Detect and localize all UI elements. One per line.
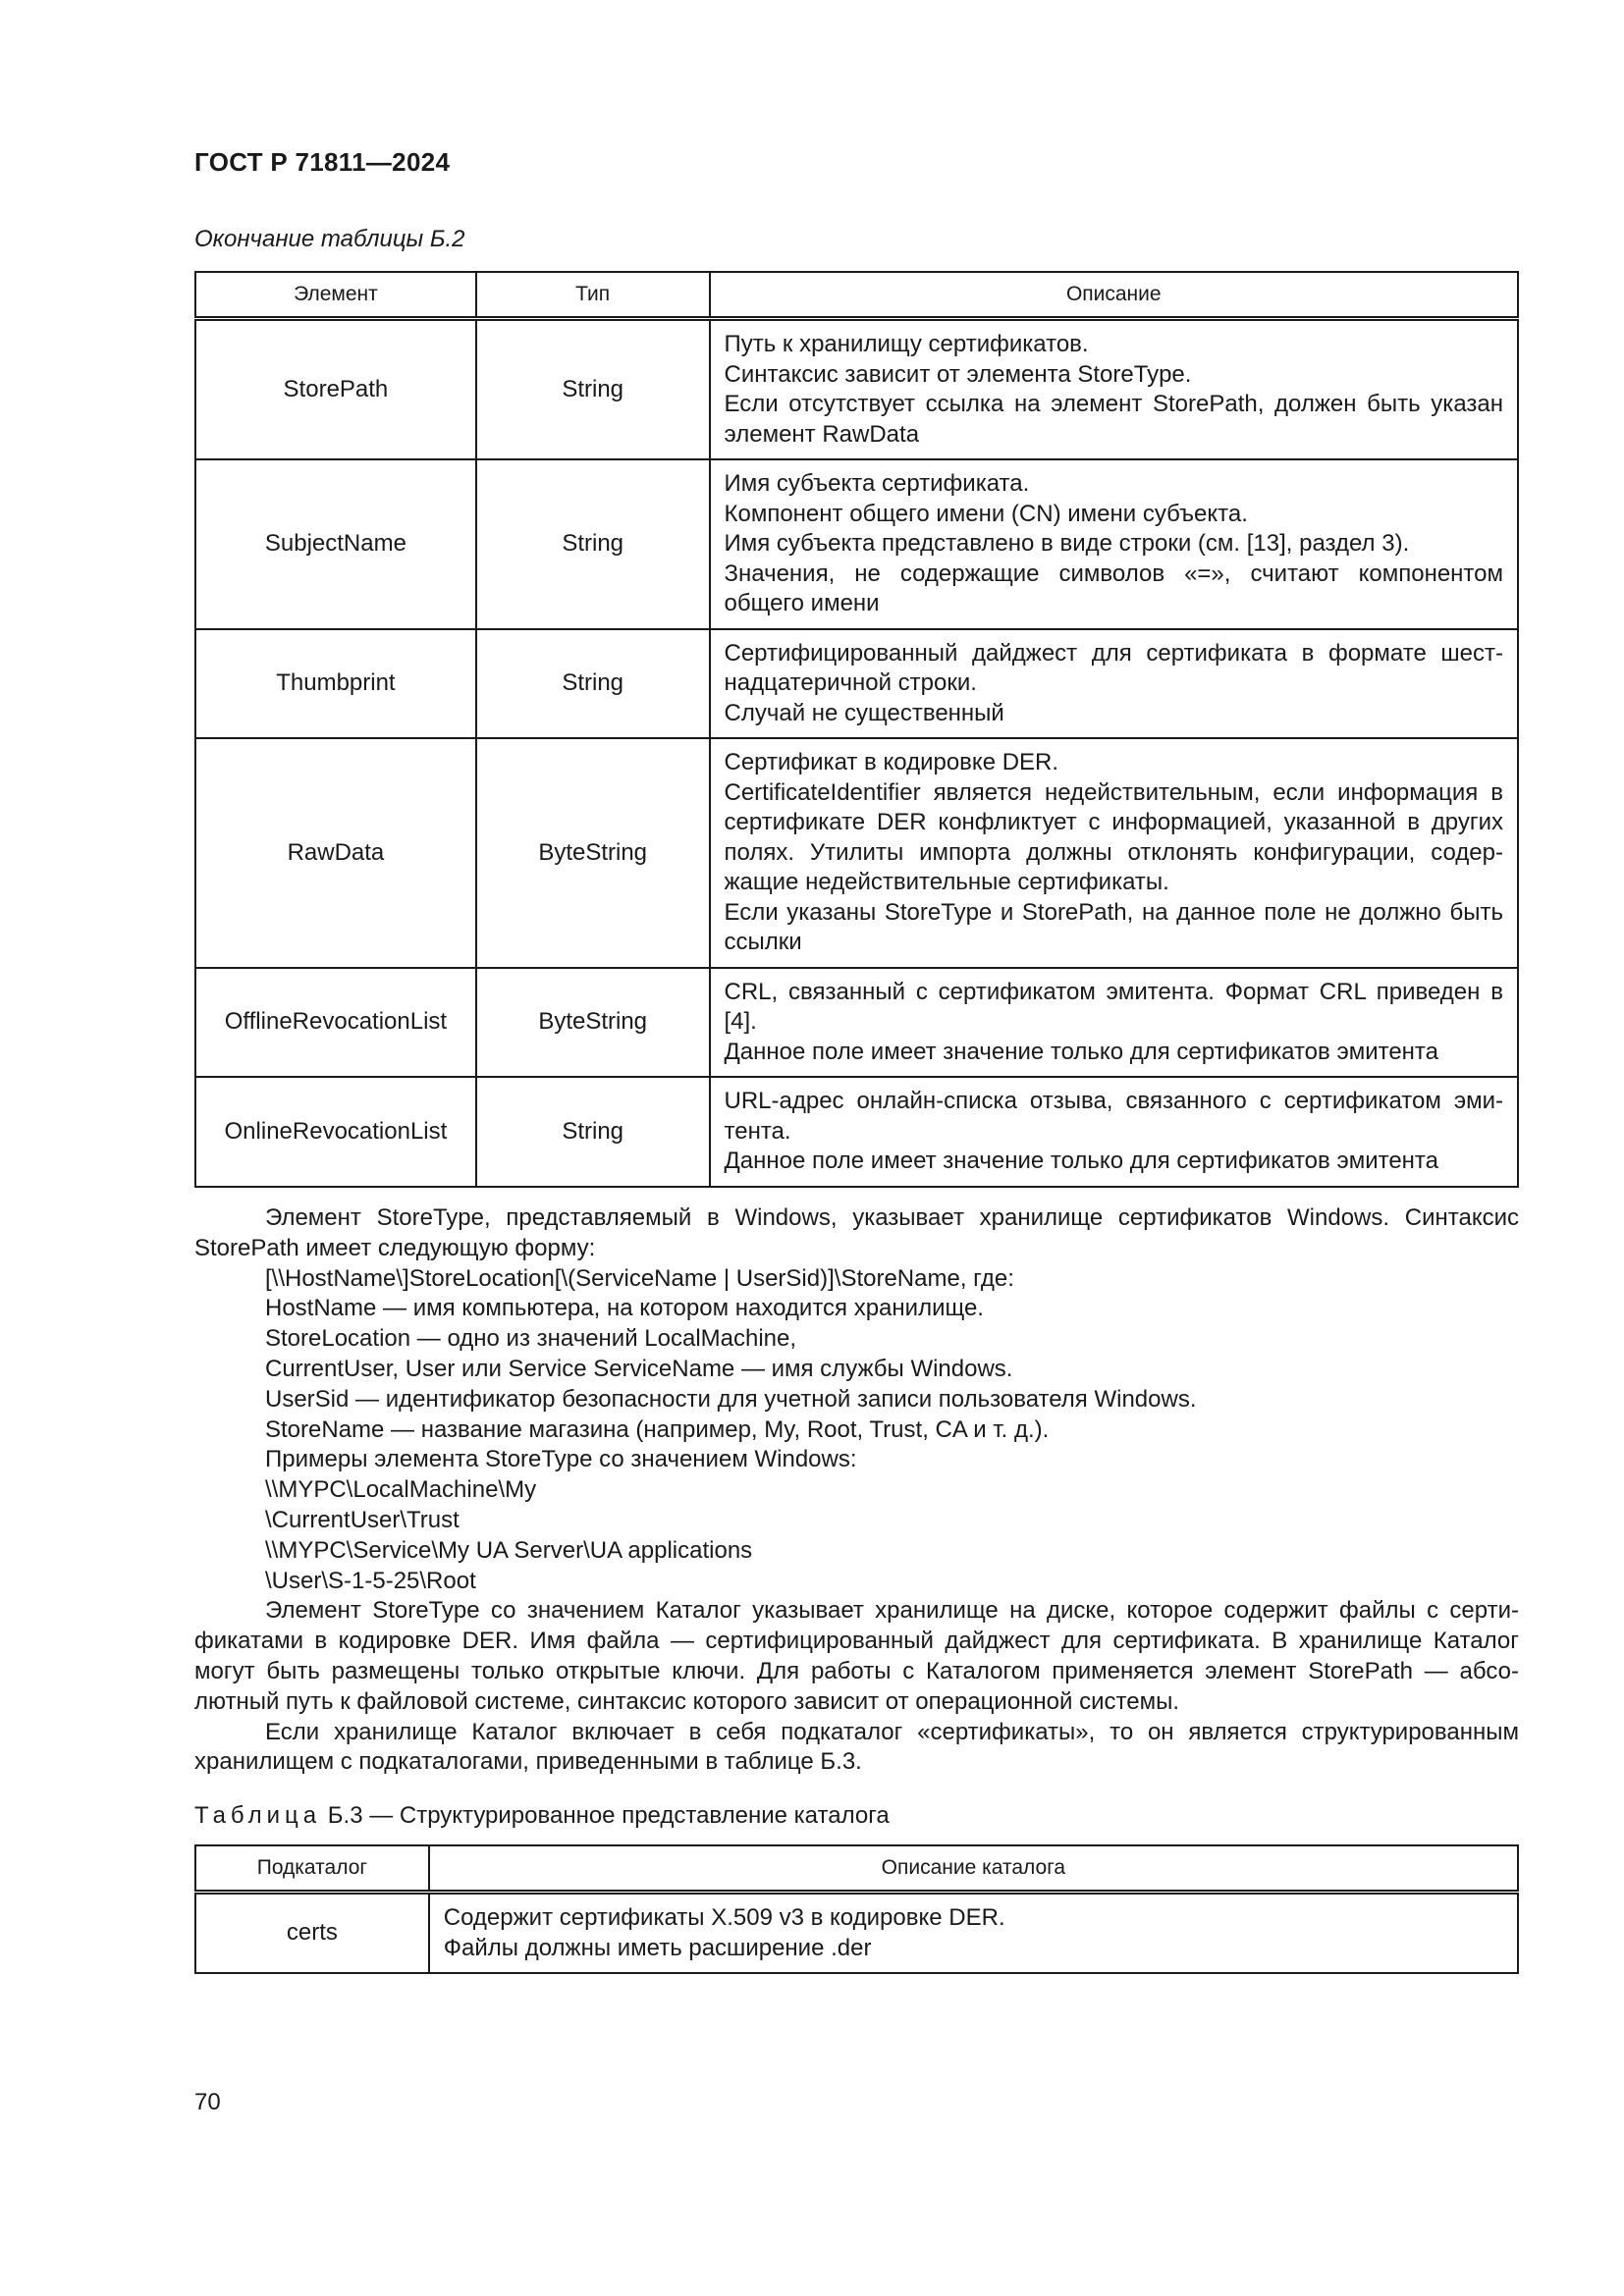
description-line: Если отсутствует ссылка на элемент StorePath, должен быть указан элемент RawData <box>724 391 1503 448</box>
definition-line: HostName — имя компьютера, на котором находится хранилище. <box>265 1295 984 1322</box>
description-line: Путь к хранилищу сертификатов. <box>724 331 1089 357</box>
description-cell <box>710 459 1519 629</box>
table-caption-title: Б.3 — Структурированное представление каталога <box>321 1802 890 1829</box>
column-header-type: Тип <box>476 272 710 319</box>
table-header-row <box>195 1845 1518 1893</box>
description-cell <box>710 319 1519 460</box>
type-cell: String <box>476 319 710 460</box>
subdir-cell: certs <box>195 1893 429 1974</box>
description-line: Данное поле имеет значение только для сертификатов эмитента <box>724 1148 1438 1174</box>
table-header-row <box>195 272 1518 319</box>
description-line: Данное поле имеет значение только для сертификатов эмитента <box>724 1038 1438 1065</box>
example-path-line: \User\S-1-5-25\Root <box>265 1567 476 1594</box>
description-line: Имя субъекта сертификата. <box>724 470 1030 497</box>
paragraph-catalog-store: Элемент StoreType со значением Каталог указывает хранилище на диске, которое содержит файлы с сертификатами в кодировке DER. Имя файла — сертифицированный дайджест для сертификата. В хранилище Каталог могут быть размещены только открытые ключи. Для работы с Каталогом применяется элемент StorePath — абсолютный путь к файловой системе, синтаксис которого зависит от операционной системы. <box>194 1597 1519 1715</box>
table-b2 <box>194 271 1519 1188</box>
type-cell: ByteString <box>476 738 710 968</box>
column-header-subdir: Подкаталог <box>195 1845 429 1893</box>
description-line: Файлы должны иметь расширение .der <box>443 1934 872 1961</box>
table-row <box>195 1077 1518 1187</box>
description-line: Случай не существенный <box>724 699 1004 726</box>
page-number: 70 <box>194 2089 221 2115</box>
description-cell <box>429 1893 1518 1974</box>
column-header-element: Элемент <box>195 272 476 319</box>
type-cell: ByteString <box>476 968 710 1078</box>
column-header-catalog-description: Описание каталога <box>429 1845 1518 1893</box>
description-line: Сертифицированный дайджест для сертификата в формате шестнадцатеричной строки. <box>724 639 1503 696</box>
paragraph-storetype-windows: Элемент StoreType, представляемый в Windows, указывает хранилище сертификатов Windows. Синтаксис StorePath имеет следующую форму: <box>194 1204 1519 1261</box>
description-cell <box>710 629 1519 739</box>
element-cell: OnlineRevocationList <box>195 1077 476 1187</box>
type-cell: String <box>476 1077 710 1187</box>
syntax-line: [\\HostName\]StoreLocation[\(ServiceName | UserSid)]\StoreName, где: <box>265 1264 1014 1292</box>
table-row <box>195 738 1518 968</box>
table-b3-caption <box>194 1802 890 1830</box>
description-line: CertificateIdentifier является недействительным, если информация в сертификате DER конфликтует с информацией, указанной в других полях. Утилиты импорта должны отклонять конфигурации, содержащие недействительные сертификаты. <box>724 778 1503 895</box>
element-cell: RawData <box>195 738 476 968</box>
description-line: Имя субъекта представлено в виде строки (см. [13], раздел 3). <box>724 530 1410 557</box>
body-text <box>194 1203 1519 1778</box>
table-row <box>195 629 1518 739</box>
paragraph-certificates-subdir: Если хранилище Каталог включает в себя подкаталог «сертификаты», то он является структурированным хранилищем с подкаталогами, приведенными в таблице Б.3. <box>194 1718 1519 1776</box>
description-line: Содержит сертификаты X.509 v3 в кодировке DER. <box>443 1904 1005 1931</box>
table-b2-continuation-caption: Окончание таблицы Б.2 <box>194 226 465 252</box>
description-line: Компонент общего имени (CN) имени субъекта. <box>724 500 1248 527</box>
table-row <box>195 319 1518 460</box>
description-line: Синтаксис зависит от элемента StoreType. <box>724 360 1192 388</box>
table-row <box>195 968 1518 1078</box>
description-line: Сертификат в кодировке DER. <box>724 749 1059 775</box>
description-line: CRL, связанный с сертификатом эмитента. Формат CRL приведен в [4]. <box>724 978 1503 1035</box>
table-b3 <box>194 1844 1519 1974</box>
definition-line: StoreLocation — одно из значений LocalMachine, <box>265 1325 797 1353</box>
example-path-line: \\MYPC\LocalMachine\My <box>265 1476 537 1504</box>
type-cell: String <box>476 459 710 629</box>
table-row <box>195 1893 1518 1974</box>
element-cell: OfflineRevocationList <box>195 968 476 1078</box>
example-path-line: \\MYPC\Service\My UA Server\UA applications <box>265 1536 753 1564</box>
definition-line: StoreName — название магазина (например, My, Root, Trust, CA и т. д.). <box>265 1415 1050 1443</box>
description-cell <box>710 1077 1519 1187</box>
description-cell <box>710 738 1519 968</box>
examples-intro-line: Примеры элемента StoreType со значением Windows: <box>265 1446 857 1473</box>
description-line: URL-адрес онлайн-списка отзыва, связанного с сертификатом эмитента. <box>724 1088 1503 1145</box>
table-row <box>195 459 1518 629</box>
description-cell <box>710 968 1519 1078</box>
description-line: Если указаны StoreType и StorePath, на данное поле не должно быть ссылки <box>724 898 1503 955</box>
element-cell: SubjectName <box>195 459 476 629</box>
example-path-line: \CurrentUser\Trust <box>265 1506 460 1533</box>
definition-line: CurrentUser, User или Service ServiceName — имя службы Windows. <box>265 1355 1013 1382</box>
definition-line: UserSid — идентификатор безопасности для учетной записи пользователя Windows. <box>265 1385 1197 1413</box>
table-caption-word: Таблица <box>194 1802 322 1829</box>
element-cell: Thumbprint <box>195 629 476 739</box>
description-line: Значения, не содержащие символов «=», считают компонентом общего имени <box>724 560 1503 616</box>
standard-designation: ГОСТ Р 71811—2024 <box>194 147 451 177</box>
column-header-description: Описание <box>710 272 1519 319</box>
type-cell: String <box>476 629 710 739</box>
element-cell: StorePath <box>195 319 476 460</box>
